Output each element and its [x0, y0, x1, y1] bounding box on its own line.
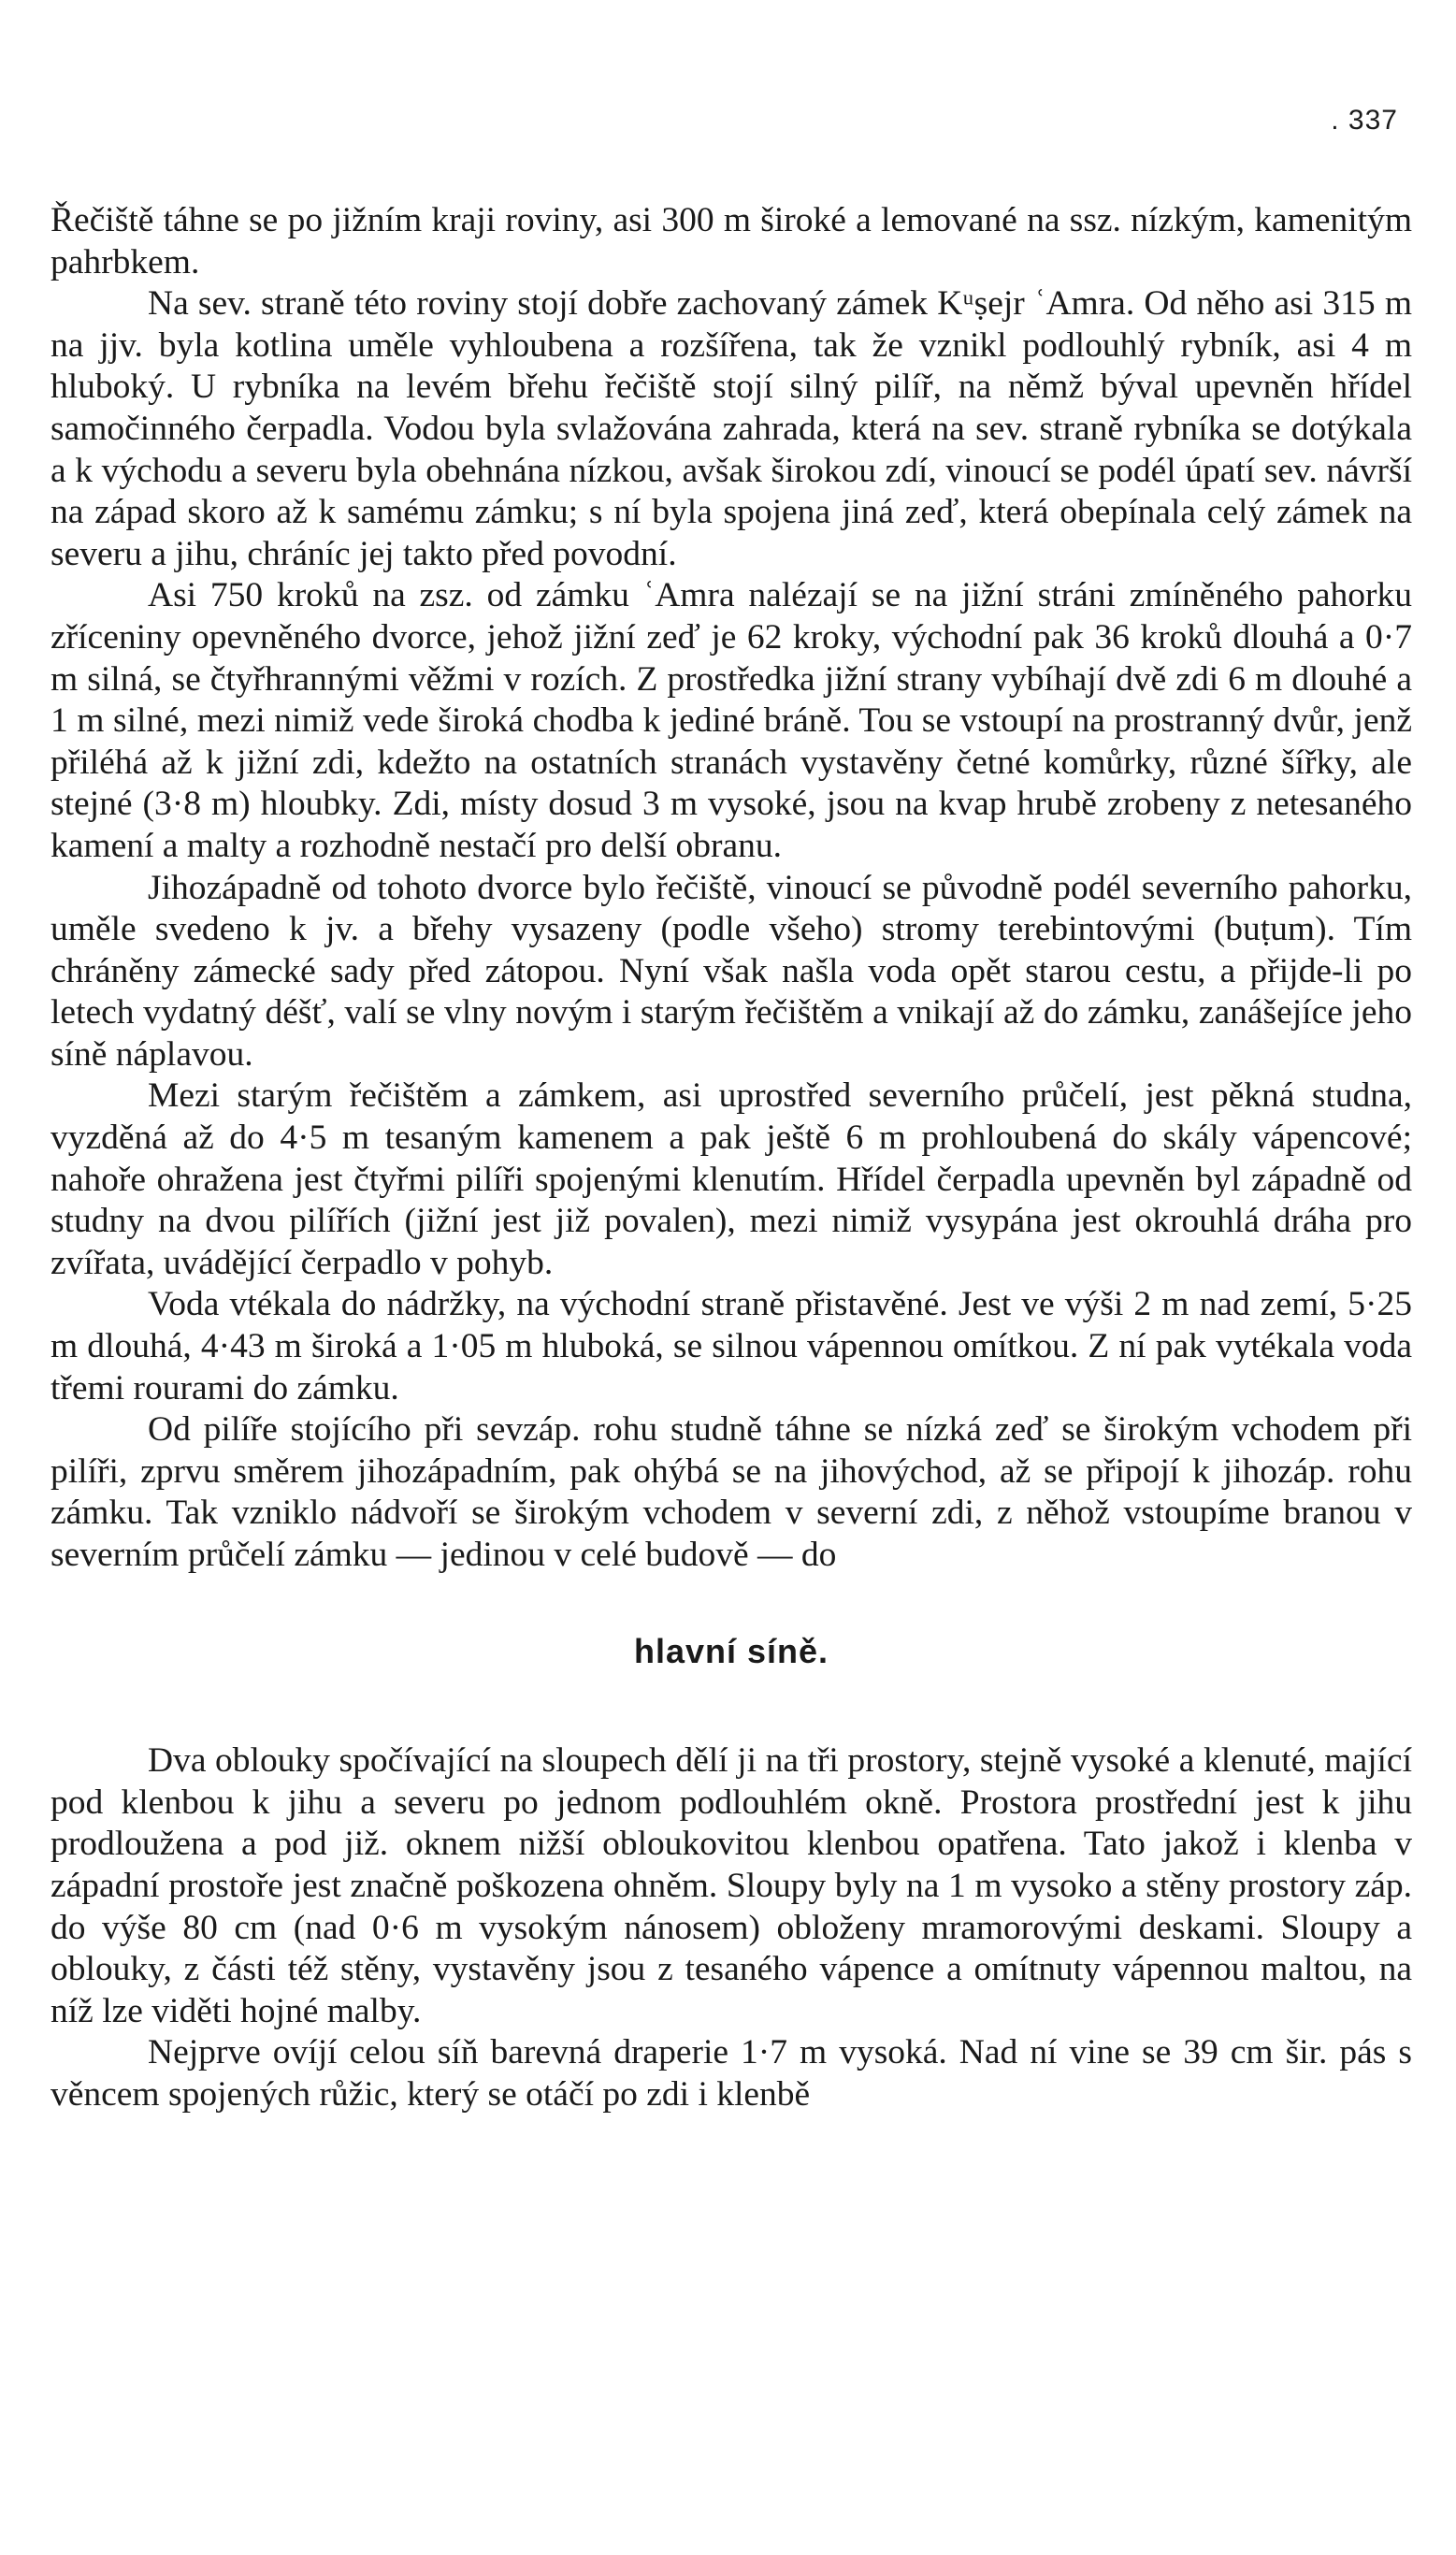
section-heading: hlavní síně. [633, 1631, 829, 1670]
paragraph: Nejprve ovíjí celou síň barevná draperie 1·7 m vysoká. Nad ní vine se 39 cm šir. pás s věncem spojených růžic, který se otáčí po zdi i klenbě [50, 2033, 1412, 2114]
paragraph: Voda vtékala do nádržky, na východní straně přistavěné. Jest ve výši 2 m nad zemí, 5·25 m dlouhá, 4·43 m široká a 1·05 m hluboká, se silnou vápennou omítkou. Z ní pak vytékala voda třemi rourami do zámku. [50, 1285, 1412, 1407]
paragraph: Mezi starým řečištěm a zámkem, asi uprostřed severního průčelí, jest pěkná studna, vyzděná až do 4·5 m tesaným kamenem a pak ještě 6 m prohloubená do skály vápencové; nahoře ohražena jest čtyřmi pilíři spojenými klenutím. Hřídel čerpadla upevněn byl západně od studny na dvou pilířích (jižní jest již povalen), mezi nimiž vysypána jest okrouhlá dráha pro zvířata, uvádějící čerpadlo v pohyb. [50, 1076, 1412, 1282]
paragraph: Řečiště táhne se po jižním kraji roviny, asi 300 m široké a lemované na ssz. nízkým, kamenitým pahrbkem. [50, 201, 1412, 281]
page-number: . 337 [1331, 105, 1398, 136]
paragraph: Od pilíře stojícího při sevzáp. rohu studně táhne se nízká zeď se širokým vchodem při pilíři, zprvu směrem jihozápadním, pak ohýbá se na jihovýchod, až se připojí k jihozáp. rohu zámku. Tak vzniklo nádvoří se širokým vchodem v severní zdi, z něhož vstoupíme branou v severním průčelí zámku — jedinou v celé budově — do [50, 1410, 1412, 1574]
body-text [50, 200, 1412, 2116]
paragraph: Asi 750 kroků na zsz. od zámku ʿAmra nalézají se na jižní stráni zmíněného pahorku zříceniny opevněného dvorce, jehož jižní zeď je 62 kroky, východní pak 36 kroků dlouhá a 0·7 m silná, se čtyřhrannými věžmi v rozích. Z prostředka jižní strany vybíhají dvě zdi 6 m dlouhé a 1 m silné, mezi nimiž vede široká chodba k jediné bráně. Tou se vstoupí na prostranný dvůr, jenž přiléhá až k jižní zdi, kdežto na ostatních stranách vystavěny četné komůrky, různé šířky, ale stejné (3·8 m) hloubky. Zdi, místy dosud 3 m vysoké, jsou na kvap hrubě zrobeny z netesaného kamení a malty a rozhodně nestačí pro delší obranu. [50, 576, 1412, 865]
paragraph: Na sev. straně této roviny stojí dobře zachovaný zámek Kᵘṣejr ʿAmra. Od něho asi 315 m na jjv. byla kotlina uměle vyhloubena a rozšířena, tak že vznikl podlouhlý rybník, asi 4 m hluboký. U rybníka na levém břehu řečiště stojí silný pilíř, na němž býval upevněn hřídel samočinného čerpadla. Vodou byla svlažována zahrada, která na sev. straně rybníka se dotýkala a k východu a severu byla obehnána nízkou, avšak širokou zdí, vinoucí se podél úpatí sev. návrší na západ skoro až k samému zámku; s ní byla spojena jiná zeď, která obepínala celý zámek na severu a jihu, chráníc jej takto před povodní. [50, 284, 1412, 573]
paragraph: Jihozápadně od tohoto dvorce bylo řečiště, vinoucí se původně podél severního pahorku, uměle svedeno k jv. a břehy vysazeny (podle všeho) stromy terebintovými (buṭum). Tím chráněny zámecké sady před zátopou. Nyní však našla voda opět starou cestu, a přijde-li po letech vydatný déšť, valí se vlny novým i starým řečištěm a vnikají až do zámku, zanášejíce jeho síně náplavou. [50, 868, 1412, 1074]
paragraph: Dva oblouky spočívající na sloupech dělí ji na tři prostory, stejně vysoké a klenuté, mající pod klenbou k jihu a severu po jednom podlouhlém okně. Prostora prostřední jest k jihu prodloužena a pod již. oknem nižší obloukovitou klenbou opatřena. Tato jakož i klenba v západní prostoře jest značně poškozena ohněm. Sloupy byly na 1 m vysoko a stěny prostory záp. do výše 80 cm (nad 0·6 m vysokým nánosem) obloženy mramorovými deskami. Sloupy a oblouky, z části též stěny, vystavěny jsou z tesaného vápence a omítnuty vápennou maltou, na níž lze viděti hojné malby. [50, 1741, 1412, 2030]
